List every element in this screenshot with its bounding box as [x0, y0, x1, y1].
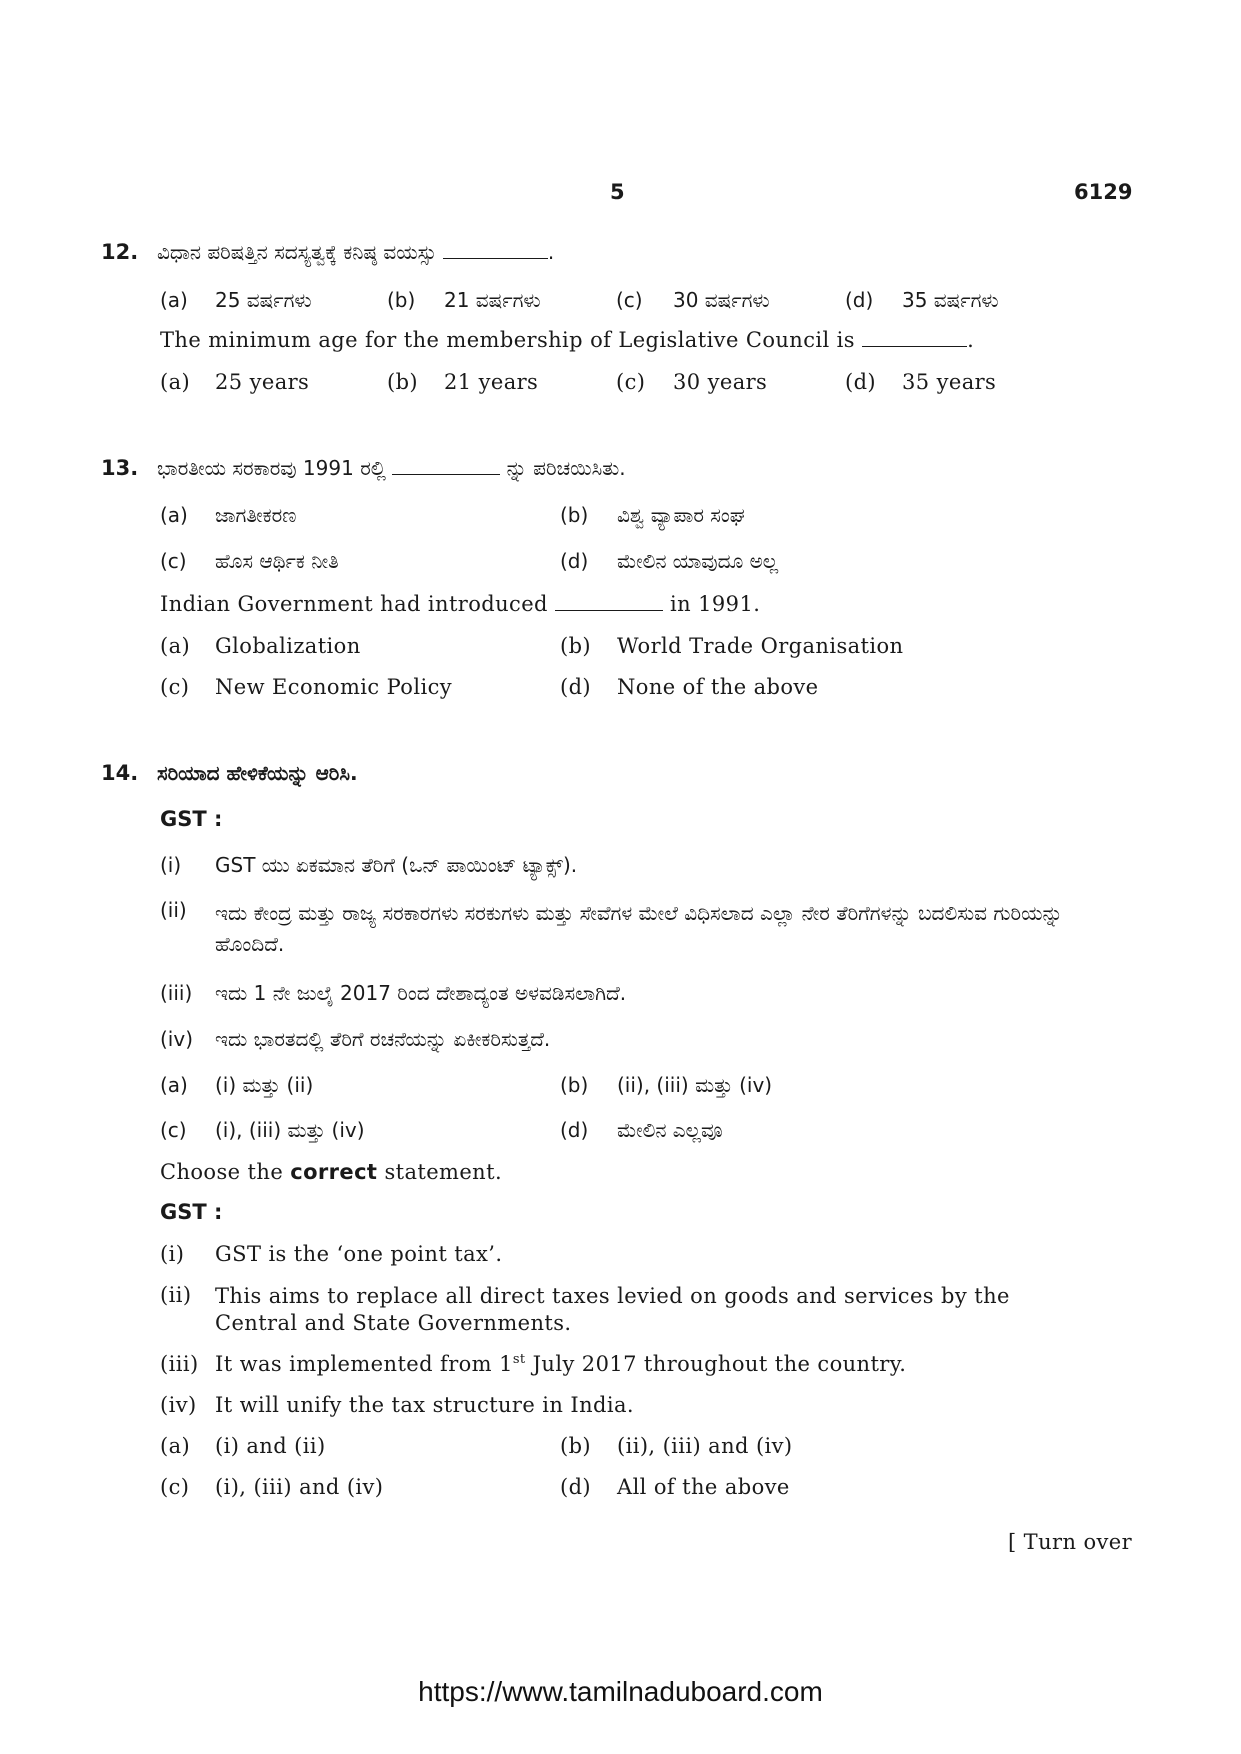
option-text: Globalization — [215, 634, 361, 658]
option-text: 25 ವರ್ಷಗಳು — [215, 288, 312, 312]
option-label: (c) — [160, 1118, 187, 1142]
option-label: (d) — [560, 1118, 589, 1142]
option-text: 35 years — [902, 370, 997, 394]
option-text: 30 years — [673, 370, 768, 394]
statement-label: (iii) — [160, 981, 193, 1005]
option-label: (c) — [160, 675, 190, 699]
question-text-kannada: ಸರಿಯಾದ ಹೇಳಿಕೆಯನ್ನು ಆರಿಸಿ. — [157, 761, 358, 785]
question-text-english: Choose the correct statement. — [160, 1160, 503, 1184]
option-text: (i) ಮತ್ತು (ii) — [215, 1073, 314, 1097]
statement-label: (iii) — [160, 1352, 199, 1376]
option-text: 30 ವರ್ಷಗಳು — [673, 288, 770, 312]
question-number: 12. — [101, 240, 139, 264]
option-label: (c) — [160, 549, 187, 573]
statement-text: ಇದು ಭಾರತದಲ್ಲಿ ತೆರಿಗೆ ರಚನೆಯನ್ನು ಏಕೀಕರಿಸುತ್ತದೆ. — [215, 1027, 551, 1051]
question-text-english: The minimum age for the membership of Legislative Council is . — [160, 328, 975, 352]
option-text: (ii), (iii) ಮತ್ತು (iv) — [617, 1073, 773, 1097]
option-text: ಹೊಸ ಆರ್ಥಿಕ ನೀತಿ — [215, 549, 339, 573]
statement-text: GST is the ‘one point tax’. — [215, 1242, 503, 1266]
answer-blank — [555, 609, 663, 611]
answer-blank — [862, 345, 967, 347]
statement-label: (iv) — [160, 1393, 197, 1417]
gst-label: GST : — [160, 807, 223, 831]
page-number: 5 — [610, 180, 625, 204]
option-label: (b) — [560, 1073, 589, 1097]
option-label: (c) — [616, 370, 646, 394]
option-label: (b) — [560, 1434, 592, 1458]
statement-label: (i) — [160, 1242, 185, 1266]
question-number: 14. — [101, 761, 139, 785]
question-text-english: Indian Government had introduced in 1991. — [160, 592, 761, 616]
statement-text: It will unify the tax structure in India. — [215, 1393, 634, 1417]
statement-text: GST ಯು ಏಕಮಾನ ತೆರಿಗೆ (ಒನ್ ಪಾಯಿಂಟ್ ಟ್ಯಾಕ್ಸ್). — [215, 853, 578, 877]
option-text: 25 years — [215, 370, 310, 394]
option-label: (b) — [560, 634, 592, 658]
option-label: (c) — [160, 1475, 190, 1499]
turn-over-note: [ Turn over — [1008, 1530, 1133, 1554]
option-label: (d) — [845, 288, 874, 312]
answer-blank — [392, 473, 500, 475]
option-label: (d) — [845, 370, 877, 394]
statement-label: (ii) — [160, 1283, 192, 1307]
option-label: (c) — [616, 288, 643, 312]
option-text: ಜಾಗತೀಕರಣ — [215, 503, 297, 527]
option-label: (a) — [160, 1434, 191, 1458]
question-number: 13. — [101, 456, 139, 480]
statement-text: This aims to replace all direct taxes levied on goods and services by the Central and State Governments. — [215, 1284, 1010, 1335]
statement-text: ಇದು 1 ನೇ ಜುಲೈ 2017 ರಿಂದ ದೇಶಾದ್ಯಂತ ಅಳವಡಿಸಲಾಗಿದೆ. — [215, 981, 627, 1005]
statement-label: (i) — [160, 853, 182, 877]
option-label: (d) — [560, 549, 589, 573]
option-label: (a) — [160, 634, 191, 658]
option-label: (d) — [560, 675, 592, 699]
option-text: (i) and (ii) — [215, 1434, 326, 1458]
option-text: None of the above — [617, 675, 819, 699]
option-text: (ii), (iii) and (iv) — [617, 1434, 793, 1458]
option-text: 21 ವರ್ಷಗಳು — [444, 288, 541, 312]
option-text: ಮೇಲಿನ ಎಲ್ಲವೂ — [617, 1118, 723, 1142]
option-label: (a) — [160, 503, 188, 527]
option-label: (b) — [560, 503, 589, 527]
statement-text: ಇದು ಕೇಂದ್ರ ಮತ್ತು ರಾಜ್ಯ ಸರಕಾರಗಳು ಸರಕುಗಳು ಮತ್ತು ಸೇವೆಗಳ ಮೇಲೆ ವಿಧಿಸಲಾದ ಎಲ್ಲಾ ನೇರ ತೆರಿಗೆಗಳನ್ನು ಬದಲಿಸುವ ಗುರಿಯನ್ನು ಹೊಂದಿದೆ. — [215, 901, 1063, 956]
question-text-kannada: ಭಾರತೀಯ ಸರಕಾರವು 1991 ರಲ್ಲಿ ನ್ನು ಪರಿಚಯಿಸಿತು. — [157, 456, 626, 480]
statement-text: It was implemented from 1st July 2017 throughout the country. — [215, 1352, 907, 1376]
option-label: (b) — [387, 288, 416, 312]
option-text: ಮೇಲಿನ ಯಾವುದೂ ಅಲ್ಲ — [617, 549, 779, 573]
statement-label: (iv) — [160, 1027, 193, 1051]
option-text: (i), (iii) ಮತ್ತು (iv) — [215, 1118, 365, 1142]
option-label: (a) — [160, 288, 188, 312]
option-text: (i), (iii) and (iv) — [215, 1475, 384, 1499]
question-text-kannada: ವಿಧಾನ ಪರಿಷತ್ತಿನ ಸದಸ್ಯತ್ವಕ್ಕೆ ಕನಿಷ್ಠ ವಯಸ್ಸು . — [157, 240, 555, 264]
option-text: New Economic Policy — [215, 675, 453, 699]
option-label: (d) — [560, 1475, 592, 1499]
option-text: ವಿಶ್ವ ವ್ಯಾಪಾರ ಸಂಘ — [617, 503, 745, 527]
gst-label: GST : — [160, 1200, 223, 1224]
answer-blank — [443, 257, 548, 259]
statement-label: (ii) — [160, 898, 187, 922]
option-text: All of the above — [617, 1475, 790, 1499]
paper-code: 6129 — [1074, 180, 1133, 204]
option-label: (a) — [160, 1073, 188, 1097]
option-label: (a) — [160, 370, 191, 394]
option-label: (b) — [387, 370, 419, 394]
option-text: 21 years — [444, 370, 539, 394]
option-text: World Trade Organisation — [617, 634, 904, 658]
option-text: 35 ವರ್ಷಗಳು — [902, 288, 999, 312]
website-url[interactable]: https://www.tamilnaduboard.com — [418, 1676, 823, 1707]
